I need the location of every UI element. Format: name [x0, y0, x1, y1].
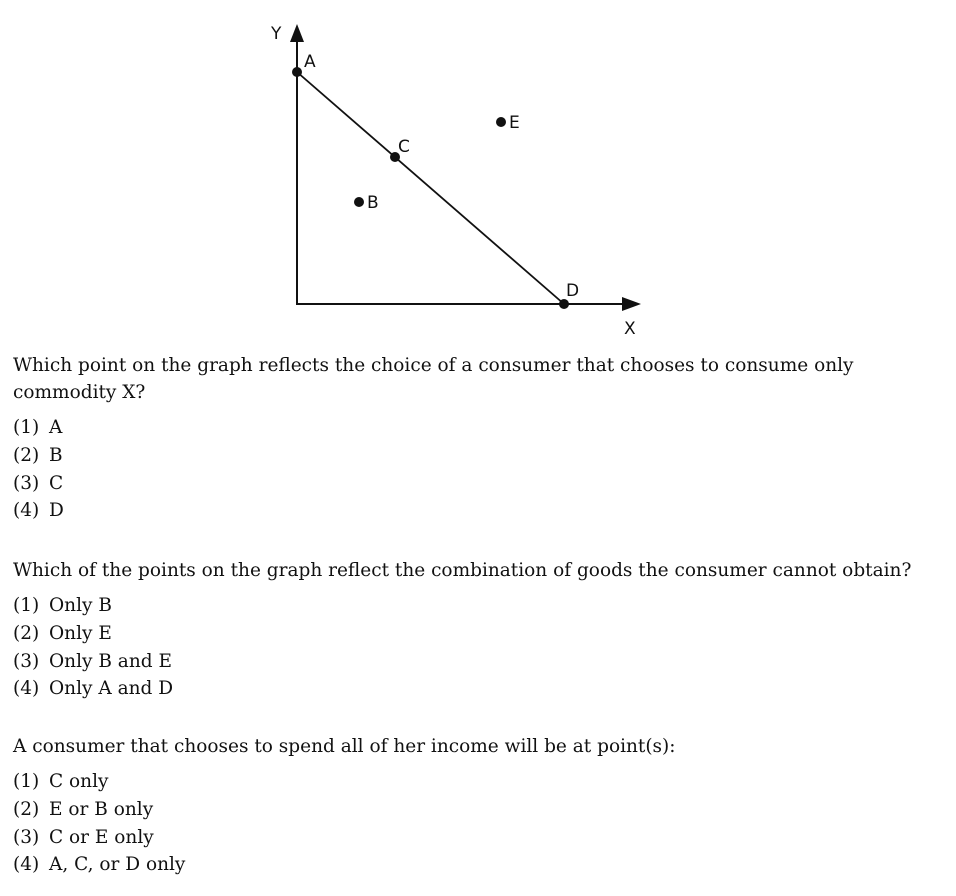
- question-1-option-4[interactable]: [13, 497, 948, 525]
- question-1-option-2[interactable]: [13, 442, 948, 470]
- option-text: C only: [49, 771, 109, 792]
- y-axis-label: Y: [271, 24, 282, 44]
- point-a-label: A: [304, 52, 316, 72]
- option-text: E or B only: [49, 798, 154, 820]
- option-number: (3): [13, 650, 40, 672]
- option-number: (4): [13, 678, 40, 700]
- question-1-option-3[interactable]: [13, 470, 948, 498]
- option-text: Only B and E: [49, 650, 172, 672]
- point-c-label: C: [398, 137, 410, 157]
- question-2-options: [13, 592, 948, 703]
- question-2-stem: Which of the points on the graph reflect the combination of goods the consumer cannot obtain?: [13, 560, 912, 581]
- question-1-option-1[interactable]: [13, 414, 948, 442]
- option-number: (1): [13, 771, 40, 792]
- point-d-label: D: [566, 281, 580, 301]
- option-text: Only B: [49, 595, 112, 616]
- point-e-label: E: [509, 113, 520, 133]
- option-number: (3): [13, 472, 40, 494]
- option-text: Only A and D: [49, 678, 174, 700]
- question-3-option-2[interactable]: [13, 796, 948, 824]
- y-axis-arrowhead: [290, 24, 304, 42]
- option-text: D: [49, 500, 64, 522]
- x-axis-arrowhead: [622, 297, 641, 311]
- question-3-option-3[interactable]: [13, 824, 948, 852]
- question-2-option-3[interactable]: [13, 648, 948, 676]
- question-3-stem: A consumer that chooses to spend all of her income will be at point(s):: [13, 736, 676, 757]
- option-number: (1): [13, 417, 40, 438]
- question-2-option-2[interactable]: [13, 620, 948, 648]
- option-text: C or E only: [49, 826, 154, 848]
- option-text: Only E: [49, 622, 112, 644]
- question-2-option-4[interactable]: [13, 675, 948, 703]
- budget-line-graph: [0, 0, 956, 345]
- option-number: (3): [13, 826, 40, 848]
- budget-line: [297, 72, 564, 304]
- question-1: [13, 352, 948, 525]
- question-1-options: [13, 414, 948, 525]
- option-number: (4): [13, 854, 40, 876]
- option-text: A, C, or D only: [49, 854, 186, 876]
- option-text: B: [49, 444, 63, 466]
- question-3-option-1[interactable]: [13, 768, 948, 796]
- point-e-marker: [496, 117, 506, 127]
- point-b-marker: [354, 197, 364, 207]
- x-axis-label: X: [624, 319, 636, 339]
- option-number: (2): [13, 798, 40, 820]
- option-number: (4): [13, 500, 40, 522]
- question-2-option-1[interactable]: [13, 592, 948, 620]
- point-b-label: B: [367, 193, 379, 213]
- question-3-options: [13, 768, 948, 879]
- question-3-option-4[interactable]: [13, 851, 948, 879]
- question-3: [13, 733, 948, 879]
- option-text: C: [49, 472, 64, 494]
- option-number: (1): [13, 595, 40, 616]
- question-1-stem: Which point on the graph reflects the choice of a consumer that chooses to consume only commodity X?: [13, 355, 854, 403]
- point-a-marker: [292, 67, 302, 77]
- option-text: A: [49, 417, 63, 438]
- option-number: (2): [13, 622, 40, 644]
- question-2: [13, 557, 948, 703]
- option-number: (2): [13, 444, 40, 466]
